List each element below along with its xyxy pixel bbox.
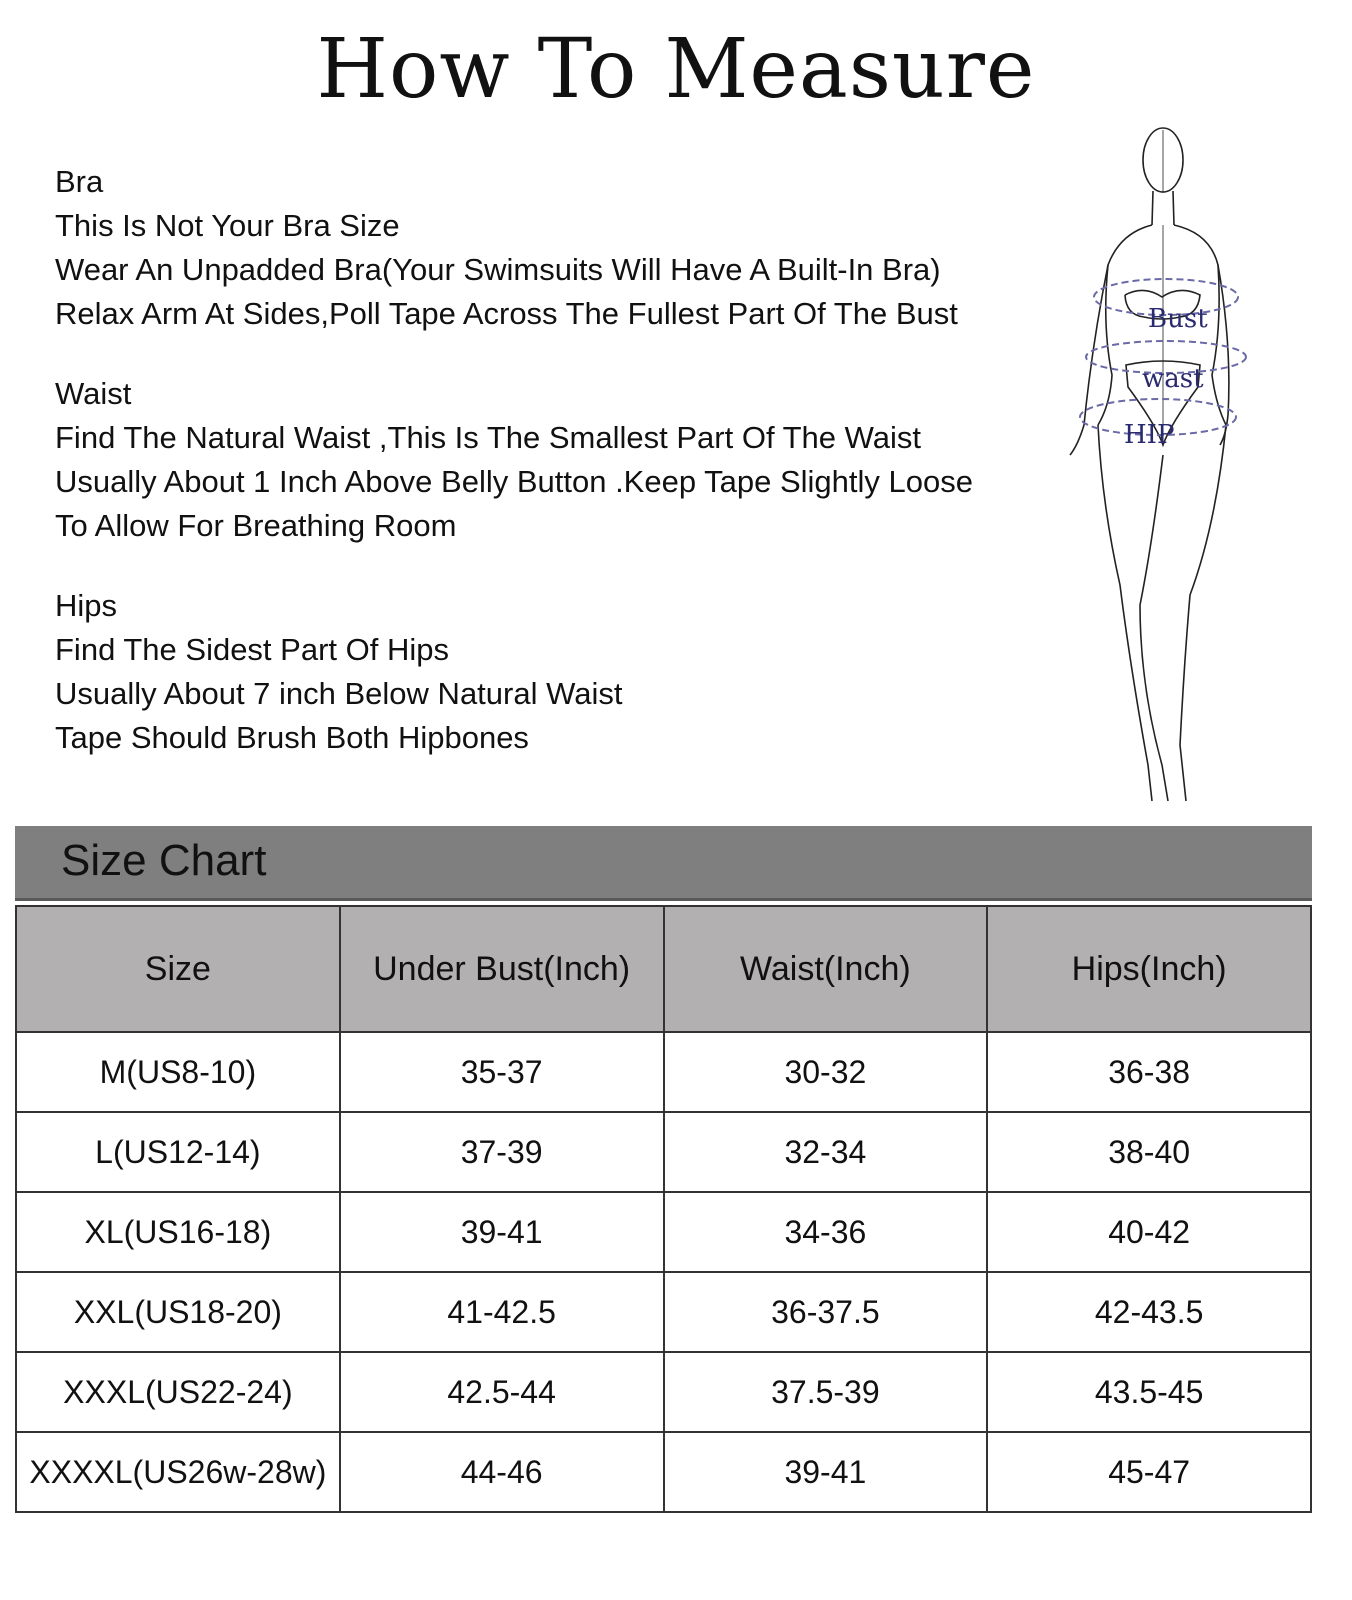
page-title: How To Measure <box>316 22 1036 117</box>
waist-cell: 37.5-39 <box>664 1352 988 1432</box>
size-cell: L(US12-14) <box>16 1112 340 1192</box>
waist-heading: Waist <box>55 376 132 411</box>
table-row <box>16 1192 1311 1272</box>
size-cell: XXXL(US22-24) <box>16 1352 340 1432</box>
bra-heading: Bra <box>55 164 104 199</box>
hips-heading: Hips <box>55 588 118 623</box>
table-row <box>16 1272 1311 1352</box>
hips-line: Usually About 7 inch Below Natural Waist <box>55 676 623 711</box>
column-header: Waist(Inch) <box>664 906 988 1032</box>
size-chart-banner <box>15 826 1312 901</box>
under-bust-cell: 35-37 <box>340 1032 664 1112</box>
waist-cell: 32-34 <box>664 1112 988 1192</box>
table-row <box>16 1432 1311 1512</box>
size-cell: M(US8-10) <box>16 1032 340 1112</box>
waist-cell: 39-41 <box>664 1432 988 1512</box>
hips-section <box>55 584 1095 760</box>
size-cell: XXL(US18-20) <box>16 1272 340 1352</box>
bust-label: Bust <box>1148 304 1208 334</box>
column-header: Size <box>16 906 340 1032</box>
waist-cell: 30-32 <box>664 1032 988 1112</box>
column-header: Hips(Inch) <box>987 906 1311 1032</box>
table-row <box>16 1352 1311 1432</box>
size-cell: XXXXL(US26w-28w) <box>16 1432 340 1512</box>
bra-line: This Is Not Your Bra Size <box>55 208 400 243</box>
body-figure-illustration <box>1040 125 1280 815</box>
waist-section <box>55 372 1095 548</box>
waist-line: To Allow For Breathing Room <box>55 508 457 543</box>
waist-label: wast <box>1142 364 1204 394</box>
hips-cell: 42-43.5 <box>987 1272 1311 1352</box>
waist-cell: 34-36 <box>664 1192 988 1272</box>
hips-cell: 38-40 <box>987 1112 1311 1192</box>
size-chart-title: Size Chart <box>61 836 267 885</box>
waist-line: Usually About 1 Inch Above Belly Button .Keep Tape Slightly Loose <box>55 464 973 499</box>
hips-cell: 40-42 <box>987 1192 1311 1272</box>
size-chart-table <box>15 905 1312 1513</box>
waist-cell: 36-37.5 <box>664 1272 988 1352</box>
table-row <box>16 1112 1311 1192</box>
table-row <box>16 1032 1311 1112</box>
hips-cell: 43.5-45 <box>987 1352 1311 1432</box>
bra-section <box>55 160 1095 336</box>
waist-line: Find The Natural Waist ,This Is The Smallest Part Of The Waist <box>55 420 921 455</box>
hips-line: Find The Sidest Part Of Hips <box>55 632 449 667</box>
hips-cell: 36-38 <box>987 1032 1311 1112</box>
table-header-row <box>16 906 1311 1032</box>
under-bust-cell: 44-46 <box>340 1432 664 1512</box>
hips-cell: 45-47 <box>987 1432 1311 1512</box>
bra-line: Relax Arm At Sides,Poll Tape Across The Fullest Part Of The Bust <box>55 296 958 331</box>
hip-label: HIP <box>1124 420 1175 450</box>
hips-line: Tape Should Brush Both Hipbones <box>55 720 529 755</box>
under-bust-cell: 39-41 <box>340 1192 664 1272</box>
bra-line: Wear An Unpadded Bra(Your Swimsuits Will Have A Built-In Bra) <box>55 252 941 287</box>
size-cell: XL(US16-18) <box>16 1192 340 1272</box>
under-bust-cell: 41-42.5 <box>340 1272 664 1352</box>
under-bust-cell: 37-39 <box>340 1112 664 1192</box>
under-bust-cell: 42.5-44 <box>340 1352 664 1432</box>
column-header: Under Bust(Inch) <box>340 906 664 1032</box>
measure-guide <box>55 160 1095 796</box>
